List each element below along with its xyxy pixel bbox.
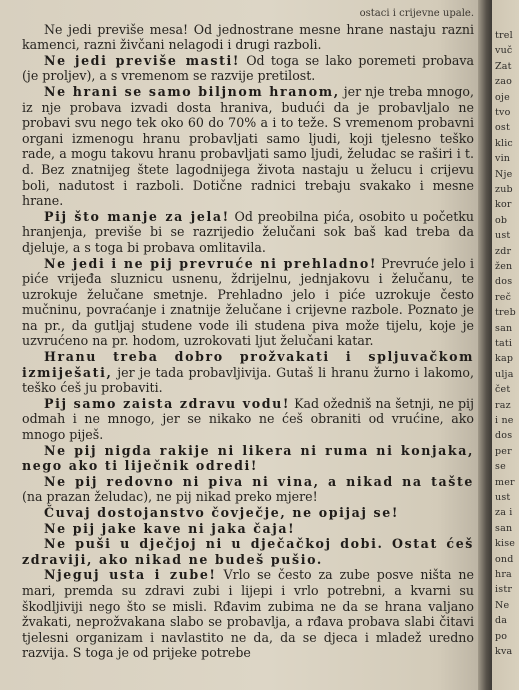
next-page-fragment: i ne bbox=[495, 415, 514, 426]
next-page-fragment: ost bbox=[495, 122, 511, 134]
next-page-fragment: zao bbox=[495, 76, 512, 88]
paragraph bbox=[22, 536, 474, 567]
paragraph bbox=[22, 567, 474, 661]
paragraph-body: Vrlo se često za zube posve ništa ne mari, premda su zdravi zubi i lijepi i vrlo potrebni, a kvarni su škodljiviji nego što se misli. Rđavim zubima ne da se hrana valjano žvakati, neprožvakana slabo se probavlja, a rđava probava slabi čitavi tjelesni organizam i navlastito ne da, da se djeca i mladež uredno razvija. S toga je od prijeke potrebe bbox=[22, 567, 474, 661]
header-fragment: ostaci i crijevne upale. bbox=[359, 8, 474, 19]
next-page-fragment: ust bbox=[495, 230, 511, 242]
paragraph bbox=[22, 521, 474, 537]
next-page-edge bbox=[492, 0, 519, 690]
next-page-fragment: san bbox=[495, 322, 513, 334]
paragraph-body: Od preobilna pića, osobito u početku hranjenja, previše bi se razrijedio želučani sok baš kad treba da djeluje, a s toga bi probava omlitavila. bbox=[22, 208, 474, 255]
next-page-fragment: Zat bbox=[495, 60, 512, 72]
next-page-fragment: vin bbox=[495, 153, 511, 165]
paragraph-body: (na prazan želudac), ne pij nikad preko mjere! bbox=[22, 489, 318, 505]
next-page-fragment: tati bbox=[495, 338, 513, 349]
next-page-fragment: za i bbox=[495, 507, 513, 519]
paragraph-lead: Ne hrani se samo biljnom hranom, bbox=[44, 83, 340, 99]
paragraph bbox=[22, 396, 474, 443]
next-page-fragment: Ne bbox=[495, 599, 510, 611]
paragraph-lead: Ne pij redovno ni piva ni vina, a nikad na tašte bbox=[44, 473, 474, 489]
paragraph-lead: Ne jedi previše masti! bbox=[44, 52, 241, 68]
next-page-fragment: tvo bbox=[495, 107, 511, 118]
next-page-fragment: dos bbox=[495, 430, 513, 442]
paragraph-body: jer je tada probavljivija. Gutaš li hranu žurno i lakomo, teško ćeš ju probaviti. bbox=[22, 364, 474, 396]
next-page-fragment: kor bbox=[495, 199, 512, 211]
paragraph-lead: Čuvaj dostojanstvo čovječje, ne opijaj se! bbox=[44, 505, 399, 520]
next-page-fragment: raz bbox=[495, 399, 511, 411]
next-page-fragment: po bbox=[495, 630, 508, 642]
next-page-fragment: Nje bbox=[495, 168, 513, 180]
next-page-fragment: da bbox=[495, 615, 508, 627]
paragraph-body: jer nje treba mnogo, iz nje probava izvadi dosta hraniva, budući da je probavljalo ne probavi svu nego tek oko 60 do 70% a i to teže. S vremenom probavni organi izmenogu hranu probavljati samo ljudi, koji tjelesno teško rade, a mogu takovu hranu probavljati samo ljudi, želudac se raširi i t. d. Bez znatnijeg štete lagodnijega života nastaju u želucu i crijevu boli, nadutost i razboli. Dotične radnici trebaju svakako i mesne hrane. bbox=[22, 83, 474, 209]
next-page-fragment: kise bbox=[495, 538, 516, 550]
paragraph bbox=[22, 53, 474, 84]
next-page-fragment: istr bbox=[495, 584, 513, 596]
paragraph bbox=[22, 22, 474, 53]
paragraph-lead: Ne pij jake kave ni jaka čaja! bbox=[44, 520, 296, 536]
paragraph-body: Od toga se lako poremeti probava (je proljev), a s vremenom se razvije pretilost. bbox=[22, 52, 474, 84]
paragraph bbox=[22, 209, 474, 256]
paragraph-lead: Ne pij nigda rakije ni likera ni ruma ni konjaka, nego ako ti liječnik odredi! bbox=[22, 442, 474, 474]
paragraph bbox=[22, 505, 474, 521]
next-page-fragment: ulja bbox=[495, 368, 514, 380]
next-page-fragment: ond bbox=[495, 553, 514, 565]
paragraph bbox=[22, 443, 474, 474]
next-page-fragment: zdr bbox=[495, 245, 512, 257]
paragraph-lead: Ne puši u dječjoj ni u dječačkoj dobi. Ostat ćeš zdraviji, ako nikad ne budeš pušio. bbox=[22, 536, 474, 567]
paragraph bbox=[22, 349, 474, 396]
next-page-fragment: hra bbox=[495, 569, 512, 580]
paragraph-body: Kad ožedniš na šetnji, ne pij odmah i ne mnogo, jer se nikako ne ćeš obraniti od vrućine, ako mnogo piješ. bbox=[22, 395, 474, 443]
next-page-fragment: mer bbox=[495, 476, 515, 488]
paragraph bbox=[22, 256, 474, 350]
next-page-fragment: kap bbox=[495, 353, 514, 365]
next-page-fragment: dos bbox=[495, 276, 513, 288]
paragraph bbox=[22, 84, 474, 209]
next-page-fragment: per bbox=[495, 445, 512, 457]
paragraph-lead: Pij samo zaista zdravu vodu! bbox=[44, 395, 291, 411]
next-page-fragment: trel bbox=[495, 30, 513, 41]
paragraph-lead: Njeguj usta i zube! bbox=[44, 567, 217, 583]
paragraph-lead: Hranu treba dobro prožvakati i spljuvačkom izmiješati, bbox=[22, 349, 474, 380]
paragraph bbox=[22, 474, 474, 505]
paragraph-body: Ne jedi previše mesa! Od jednostrane mesne hrane nastaju razni kamenci, razni živčani nelagodi i drugi razboli. bbox=[22, 21, 474, 53]
paragraph-lead: Pij što manje za jela! bbox=[44, 208, 230, 224]
next-page-fragment: oje bbox=[495, 91, 510, 103]
next-page-fragment: reč bbox=[495, 291, 512, 303]
next-page-fragment: čet bbox=[495, 384, 511, 396]
next-page-fragment: san bbox=[495, 522, 513, 534]
next-page-fragment: žen bbox=[495, 261, 513, 272]
next-page-fragment: klic bbox=[495, 137, 513, 149]
next-page-fragment: ust bbox=[495, 492, 511, 503]
book-gutter bbox=[478, 0, 492, 690]
next-page-fragment: ob bbox=[495, 214, 508, 226]
paragraph-body: Prevruće jelo i piće vrijeđa sluznicu usnenu, ždrijelnu, jednjakovu i želučanu, te uzrokuje želučane smetnje. Prehladno jelo i piće uzrokuje često mučninu, povraćanje i znatnije želučane i crijevne razbole. Poznato je na pr., da gutljaj studene vode ili studena piva može tijelu, koje je uzvrućeno na pr. hodom, uzrokovati ljut želučani katar. bbox=[22, 255, 474, 349]
next-page-fragment: vuč bbox=[495, 45, 513, 57]
page-text bbox=[22, 0, 474, 661]
next-page-fragment: treb bbox=[495, 307, 516, 319]
next-page-fragment: se bbox=[495, 461, 506, 473]
paragraph-lead: Ne jedi i ne pij prevruće ni prehladno! bbox=[44, 255, 378, 271]
next-page-fragment: kva bbox=[495, 646, 513, 657]
next-page-fragment: zub bbox=[495, 184, 513, 195]
